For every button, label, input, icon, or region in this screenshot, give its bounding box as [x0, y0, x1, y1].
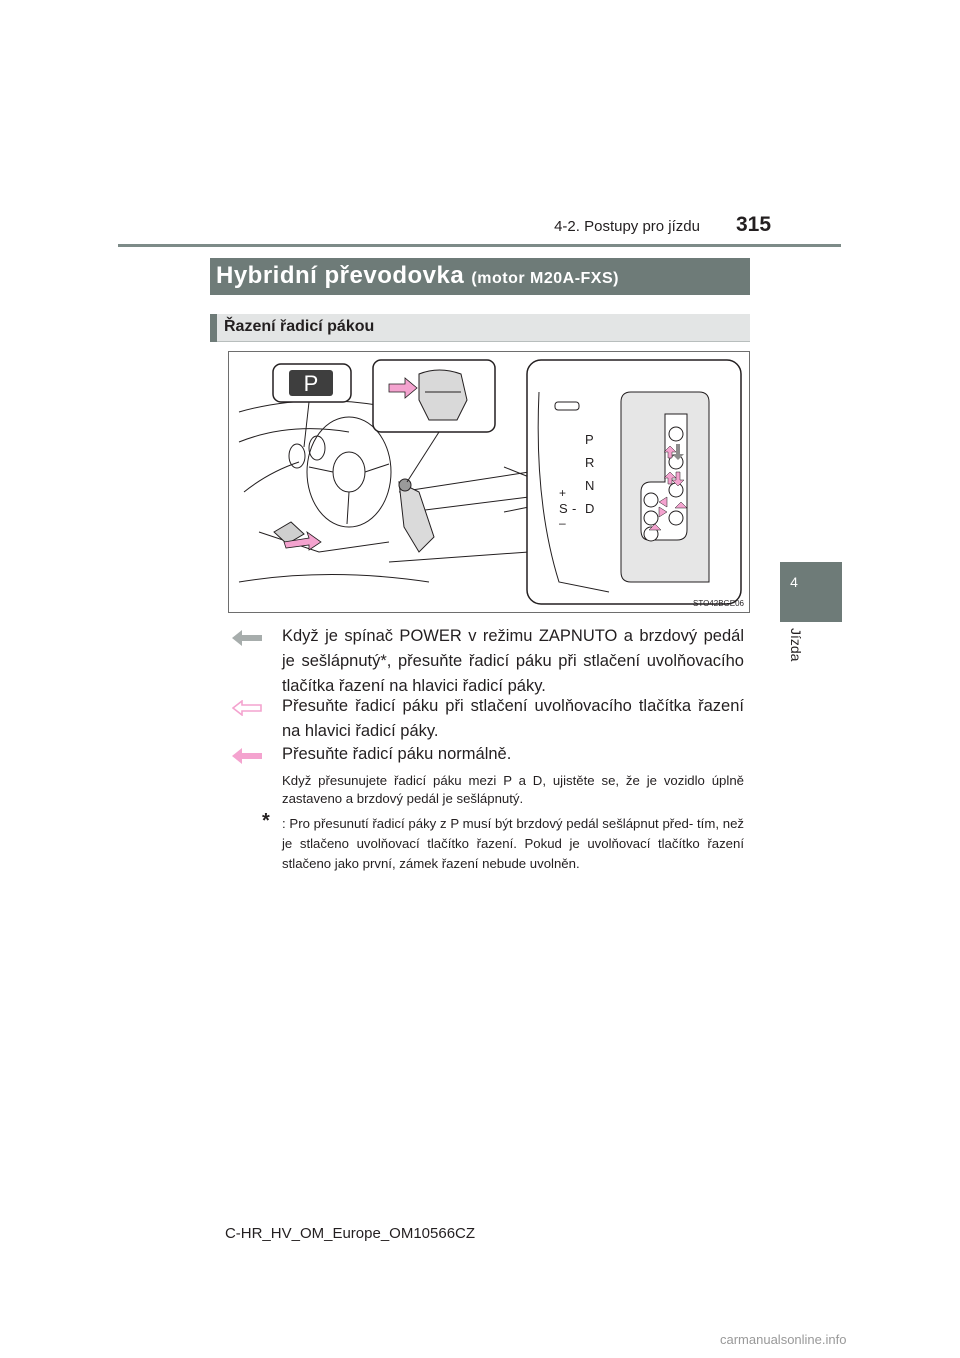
footnote	[272, 814, 744, 874]
chapter-number: 4	[790, 574, 798, 590]
s-label-minus: –	[559, 516, 566, 530]
document-code: C-HR_HV_OM_Europe_OM10566CZ	[224, 1225, 476, 1242]
step-2-text: Přesuňte řadicí páku při stlačení uvolňovacího tlačítka řazení na hlavici řadicí páky.	[282, 697, 744, 740]
figure-illustration	[229, 352, 749, 612]
subsection-accent	[210, 314, 217, 342]
step-3-text: Přesuňte řadicí páku normálně.	[282, 745, 512, 763]
step-2	[232, 694, 752, 746]
figure-code: STO42BGE06	[693, 599, 744, 608]
indicator-p: P	[303, 371, 319, 396]
note-text: Když přesunujete řadicí páku mezi P a D, ujistěte se, že je vozidlo úplně zastaveno a brzdový pedál je sešlápnutý.	[282, 773, 744, 806]
header-section: 4-2. Postupy pro jízdu	[554, 218, 700, 235]
pink-outline-arrow-icon	[232, 700, 262, 716]
page-title	[216, 262, 619, 290]
subsection-title: Řazení řadicí pákou	[224, 318, 375, 335]
pink-arrow-icon	[232, 748, 262, 764]
footnote-text: : Pro přesunutí řadicí páky z P musí být brzdový pedál sešlápnut před- tím, než je stlačeno uvolňovací tlačítko řazení. Pokud je uvolňovací tlačítko řazení stlačeno jako první, zámek řazení nebude uvolněn.	[282, 816, 744, 871]
page-number: 315	[736, 213, 772, 236]
title-sub: (motor M20A-FXS)	[471, 270, 619, 287]
chapter-tab	[780, 562, 842, 622]
chapter-label: Jízda	[788, 628, 804, 662]
gate-label-r: R	[585, 455, 595, 470]
gate-label-d: D	[585, 501, 595, 516]
gate-label-p: P	[585, 432, 594, 447]
header-rule	[118, 244, 841, 247]
gray-arrow-icon	[232, 630, 262, 646]
s-label-dash: -	[572, 501, 577, 516]
watermark: carmanualsonline.info	[720, 1332, 847, 1347]
gate-label-n: N	[585, 478, 595, 493]
step-1	[232, 624, 752, 702]
title-main: Hybridní převodovka	[216, 262, 465, 289]
shift-lever-figure	[228, 351, 750, 613]
footnote-mark: *	[262, 810, 270, 832]
s-label-plus: +	[559, 486, 567, 500]
step-1-text: Když je spínač POWER v režimu ZAPNUTO a brzdový pedál je sešlápnutý*, přesuňte řadicí páku při stlačení uvolňovacího tlačítka řazení na hlavici řadicí páky.	[282, 627, 744, 695]
s-label-s: S	[559, 501, 568, 516]
step-3	[232, 742, 752, 770]
